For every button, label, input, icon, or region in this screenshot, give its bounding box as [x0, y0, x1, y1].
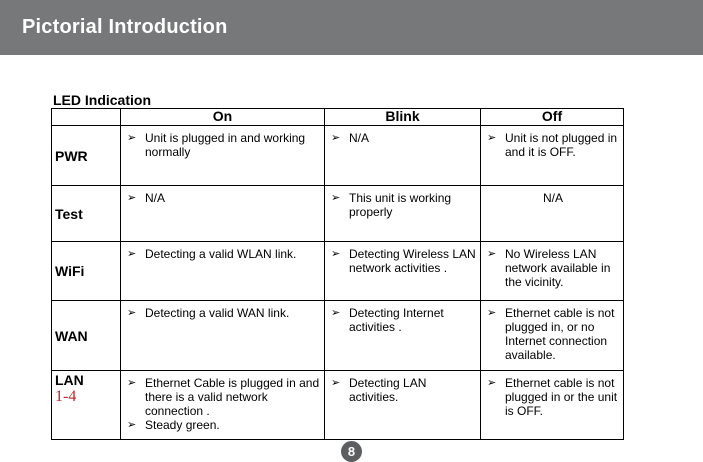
- arrowhead-bullet-icon: ➢: [331, 192, 341, 204]
- arrowhead-bullet-icon: ➢: [487, 132, 497, 144]
- row-label-pwr: PWR: [52, 126, 121, 186]
- arrowhead-bullet-icon: ➢: [331, 377, 341, 389]
- list-item: [487, 306, 619, 362]
- wifi-on-text: Detecting a valid WLAN link.: [145, 247, 297, 261]
- table-row-wan: [52, 301, 624, 371]
- wifi-on-cell: [121, 242, 325, 301]
- page-number-badge: 8: [341, 441, 362, 462]
- table-header-row: [52, 109, 624, 126]
- arrowhead-bullet-icon: ➢: [487, 248, 497, 260]
- list-item: [127, 306, 320, 320]
- list-item: [127, 247, 320, 261]
- lan-on-text-2: Steady green.: [145, 418, 220, 432]
- wan-on-cell: [121, 301, 325, 371]
- lan-blink-cell: [325, 371, 481, 440]
- arrowhead-bullet-icon: ➢: [331, 248, 341, 260]
- arrowhead-bullet-icon: ➢: [127, 192, 137, 204]
- wan-blink-cell: [325, 301, 481, 371]
- list-item: [487, 376, 619, 418]
- pwr-blink-cell: [325, 126, 481, 186]
- lan-off-cell: [481, 371, 624, 440]
- row-label-test: Test: [52, 186, 121, 242]
- list-item: [127, 376, 320, 418]
- list-item: [331, 376, 476, 404]
- wan-off-cell: [481, 301, 624, 371]
- row-label-wan: WAN: [52, 301, 121, 371]
- lan-off-text: Ethernet cable is not plugged in or the unit is OFF.: [505, 376, 618, 418]
- wifi-blink-cell: [325, 242, 481, 301]
- lan-blink-text: Detecting LAN activities.: [349, 376, 427, 404]
- column-header-on: On: [121, 109, 325, 126]
- column-header-blink: Blink: [325, 109, 481, 126]
- list-item: [331, 191, 476, 219]
- wan-on-text: Detecting a valid WAN link.: [145, 306, 290, 320]
- arrowhead-bullet-icon: ➢: [127, 248, 137, 260]
- wifi-blink-text: Detecting Wireless LAN network activities .: [349, 247, 476, 275]
- header-corner-cell: [52, 109, 121, 126]
- arrowhead-bullet-icon: ➢: [331, 132, 341, 144]
- arrowhead-bullet-icon: ➢: [127, 419, 137, 431]
- test-blink-text: This unit is working properly: [349, 191, 452, 219]
- pwr-blink-text: N/A: [349, 131, 370, 145]
- wan-blink-text: Detecting Internet activities .: [349, 306, 444, 334]
- test-off-cell: N/A: [481, 186, 624, 242]
- list-item: [127, 191, 320, 205]
- pwr-on-text: Unit is plugged in and working normally: [145, 131, 306, 159]
- table-row-test: [52, 186, 624, 242]
- list-item: [127, 131, 320, 159]
- list-item: [487, 131, 619, 159]
- list-item: [331, 247, 476, 275]
- arrowhead-bullet-icon: ➢: [127, 132, 137, 144]
- test-on-cell: [121, 186, 325, 242]
- row-label-lan: LAN: [55, 372, 84, 388]
- header-bar: [0, 0, 703, 55]
- led-indication-table: [51, 108, 624, 440]
- header-title: Pictorial Introduction: [22, 16, 228, 38]
- wifi-off-text: No Wireless LAN network available in the vicinity.: [505, 247, 611, 289]
- list-item: [331, 131, 476, 145]
- arrowhead-bullet-icon: ➢: [487, 307, 497, 319]
- lan-on-cell: [121, 371, 325, 440]
- row-label-lan-cell: [52, 371, 121, 440]
- section-title: LED Indication: [53, 92, 151, 108]
- table-row-pwr: [52, 126, 624, 186]
- arrowhead-bullet-icon: ➢: [331, 307, 341, 319]
- row-label-wifi: WiFi: [52, 242, 121, 301]
- list-item: [331, 306, 476, 334]
- test-blink-cell: [325, 186, 481, 242]
- table-row-wifi: [52, 242, 624, 301]
- wan-off-text: Ethernet cable is not plugged in, or no Internet connection available.: [505, 306, 615, 362]
- pwr-off-text: Unit is not plugged in and it is OFF.: [505, 131, 618, 159]
- column-header-off: Off: [481, 109, 624, 126]
- table-row-lan: [52, 371, 624, 440]
- arrowhead-bullet-icon: ➢: [127, 377, 137, 389]
- test-on-text: N/A: [145, 191, 166, 205]
- arrowhead-bullet-icon: ➢: [487, 377, 497, 389]
- row-sublabel-lan: 1-4: [55, 388, 77, 405]
- list-item: [127, 418, 320, 432]
- arrowhead-bullet-icon: ➢: [127, 307, 137, 319]
- pwr-off-cell: [481, 126, 624, 186]
- list-item: [487, 247, 619, 289]
- wifi-off-cell: [481, 242, 624, 301]
- pwr-on-cell: [121, 126, 325, 186]
- lan-on-text-1: Ethernet Cable is plugged in and there is a valid network connection .: [145, 376, 320, 418]
